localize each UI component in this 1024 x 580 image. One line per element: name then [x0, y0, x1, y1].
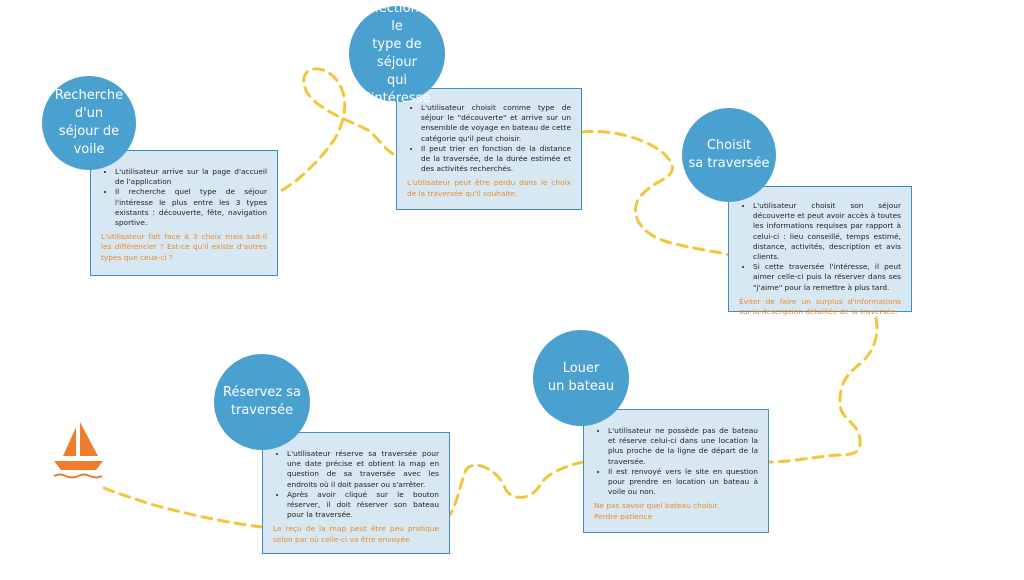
step-4-bullet-2: • Il est renvoyé vers le site en question pour prendre en location un bateau à voile ou non.	[608, 467, 758, 498]
step-3-bullet-2: • Si cette traversée l'intéresse, il peut aimer celle-ci puis la réserver dans ses "j'aime" pour la remettre à plus tard.	[753, 262, 901, 293]
step-4-card	[583, 409, 769, 533]
step-5-bullet-1: • L'utilisateur réserve sa traversée pour une date précise et obtient la map en question de sa traversée avec les endroits où il doit passer ou s'arrêter.	[287, 449, 439, 490]
step-4-title: Louer un bateau	[547, 361, 615, 394]
step-1-bullets	[101, 167, 267, 228]
step-3-circle	[682, 108, 776, 202]
step-2-note-1: L'utilisateur peut être perdu dans le choix de la traversée qu'il souhaite.	[407, 178, 571, 198]
step-3-card	[728, 186, 912, 317]
step-5-bullets	[273, 449, 439, 520]
step-2-circle	[349, 1, 445, 106]
sailboat-icon	[54, 422, 103, 478]
step-5-title: Réservez sa traversée	[223, 385, 301, 418]
step-1-bullet-2: • Il recherche quel type de séjour l'intéresse le plus entre les 3 types existants : découverte, fête, navigation sportive.	[115, 187, 267, 228]
step-3-title: Choisit sa traversée	[688, 138, 770, 171]
path-segment-5	[100, 486, 262, 527]
step-1-bullet-1: • L'utilisateur arrive sur la page d'accueil de l'application	[115, 167, 267, 187]
step-4-note-1: Ne pas savoir quel bateau choisir.	[594, 501, 720, 511]
step-5-bullet-2: • Après avoir cliqué sur le bouton réserver, il doit réserver son bateau pour la traversée.	[287, 490, 439, 521]
step-2-bullet-1: • L'utilisateur choisit comme type de séjour le "découverte" et arrive sur un ensemble de voyage en bateau de cette catégorie qu'il peut choisir.	[421, 103, 571, 144]
step-5-note	[273, 524, 439, 544]
step-4-bullets	[594, 426, 758, 497]
step-5-circle	[214, 354, 310, 450]
step-3-note	[739, 297, 901, 317]
step-1-circle	[42, 76, 136, 170]
step-5-note-1: Le reçu de la map peut être peu pratique selon par où celle-ci va être envoyée.	[273, 524, 439, 544]
step-4-note	[594, 501, 758, 521]
step-2-note	[407, 178, 571, 198]
step-2-title: Sélectionne le type de séjour qui l'intéresse	[358, 1, 436, 106]
path-segment-4	[450, 462, 583, 515]
step-2-bullet-2: • Il peut trier en fonction de la distance de la traversée, de la durée estimée et des activités recherchés.	[421, 144, 571, 175]
step-1-note	[101, 232, 267, 263]
step-1-card	[90, 150, 278, 276]
step-1-title: Recherche d'un séjour de voile	[54, 88, 124, 157]
step-3-bullets	[739, 201, 901, 293]
step-4-bullet-1: • L'utilisateur ne possède pas de bateau et réserve celui-ci dans une location la plus proche de la ligne de départ de la traversée.	[608, 426, 758, 467]
step-1-note-1: L'utilisateur fait face à 3 choix mais sait-il les différencier ? Est-ce qu'il existe d'autres types que ceux-ci ?	[101, 232, 267, 262]
step-3-note-1: Éviter de faire un surplus d'informations sur la description détaillée de la traversée.	[739, 296, 901, 317]
path-segment-3	[770, 318, 877, 462]
step-4-circle	[533, 330, 629, 426]
step-2-bullets	[407, 103, 571, 174]
step-3-bullet-1: • L'utilisateur choisit son séjour découverte et peut avoir accès à toutes les informations requises par rapport à celui-ci : lieu conseillé, temps estimé, distance, activités, description et avis clients.	[753, 201, 901, 262]
step-5-card	[262, 432, 450, 554]
step-4-note-2: Perdre patience	[594, 511, 653, 521]
